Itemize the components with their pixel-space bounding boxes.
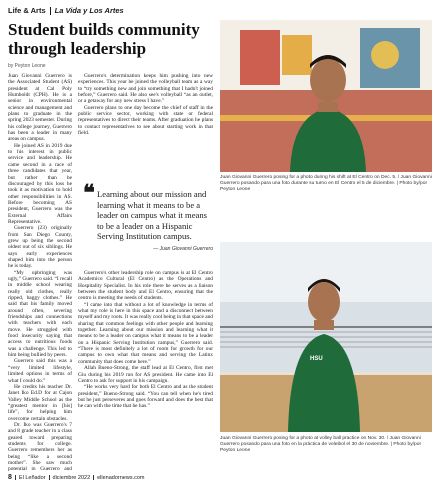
issue-date: diciembre 2022 xyxy=(52,474,91,480)
pull-quote xyxy=(83,180,213,252)
section-header xyxy=(8,6,432,15)
paragraph: Guerrero plans to one day become the chief of staff in the public service sector, working with state or federal representatives to direct their teams. After graduation he plans to contact representatives to see about starting work in that field. xyxy=(78,104,213,137)
paper-name: El Leñador xyxy=(18,474,46,480)
photo-el-centro xyxy=(220,20,432,172)
pull-quote-text: Learning about our mission and learning what it means to be a leader on campus what it means to be a leader on a Hispanic Serving Institution campus. xyxy=(97,189,208,242)
article-column-2-bottom xyxy=(78,270,213,471)
paragraph: He credits his teacher Dr. Janet Iko Ed.D for at Cajon Valley Middle School as the “greatest mentor in [his] life”, for helping him overcome certain obstacles. xyxy=(8,383,72,422)
paragraph: Dr. Iko was Guerrero's 7 and 8 grade teacher in a class geared toward preparing students for college. Guerrero remembers her as being “like a second mother”. She saw much potential in Guerrero and xyxy=(8,421,72,471)
paragraph: Guerrero (23) originally from San Diego County, grew up being the second oldest out of six siblings. He says early experiences shaped him into the person he is today. xyxy=(8,225,72,270)
paragraph: “My upbringing was ugly,” Guerrero said. “I recall in middle school wearing really old clothes, really ripped, baggy clothes.” He said that his family moved around often, severing friendships and connections with teachers with each move. He struggled with food insecurity saying that access to nutritious foods was a challenge. This led to him being bullied by peers. xyxy=(8,269,72,359)
paragraph: Guerrero's determination keeps him pushing into new experiences. This year he joined the volleyball team as a way to “try something new and join something that I hadn't joined before,” Guerrero said. He also see's volleyball “as an outlet, or a getaway for any new stress I have.” xyxy=(78,73,213,105)
page-footer xyxy=(8,474,432,480)
svg-text:HSU: HSU xyxy=(310,356,323,362)
article-column-2-top xyxy=(78,73,213,169)
section-divider xyxy=(50,7,51,15)
quote-mark-icon: ❝ xyxy=(83,180,95,205)
section-subtitle: La Vida y Los Artes xyxy=(54,6,124,15)
paragraph: Guerrero's other leadership role on campus is at El Centro Academico Cultural (El Centro) as the Operations and Hospitality Specialist. In his role there he serves as a liaison between the student body and El Centro, ensuring that the centro is meeting the needs of students. xyxy=(78,270,213,302)
article-column-1 xyxy=(8,73,72,471)
byline: by Peyton Leone xyxy=(8,63,46,69)
footer-divider xyxy=(15,475,16,480)
photo-volleyball xyxy=(220,242,432,432)
paragraph: “I came into that without a lot of knowledge in terms of what my role is here in this space and a disconnect between myself and my roots. It was really cool being in that space and sharing that common feelings with other people and learning together. Learning about our mission and learning what it means to be a leader on campus what it means to be a leader on a Hispanic Serving Institution campus,” Guerrero said. “There is most definitely a lot of room for growth for our campus to own what that means and serving the Latinx community that does come here.” xyxy=(78,301,213,365)
paragraph: Guerrero said this was a “very limited lifestyle, limited options in terms of what I could do.” xyxy=(8,358,72,384)
headline: Student builds community through leadership xyxy=(8,20,200,58)
footer-divider xyxy=(49,475,50,480)
paragraph: Juan Giovanni Guerrero is the Associated Student (AS) president at Cal Poly Humboldt (CPH). He is a senior in environmental science and management and plans to graduate in the spring 2023 semester. During his college journey, Guerrero has been a leader in many areas on campus. xyxy=(8,73,72,143)
page-number: 8 xyxy=(8,474,12,480)
photo-caption: Juan Giovanni Guerrero posing for a photo at volley ball practice on Nov. 30. / Juan Giovanni Guerrero posando para una foto en la práctica de voleibol el 30 de noviembre. | Photo by/por Peyton Leone xyxy=(220,436,422,453)
photo-caption: Juan Giovanni Guerrero posing for a photo during his shift at El Centro on Dec. 5. / Juan Giovanni Guerrero posando para una foto durante su turno en El Centro el 5 de diciembre. | Photo by/por Peyton Leone xyxy=(220,175,432,192)
pull-quote-attribution: — Juan Giovanni Guerrero xyxy=(153,245,213,252)
footer-divider xyxy=(93,475,94,480)
photo-el-centro-image xyxy=(220,20,432,172)
section-name: Life & Arts xyxy=(8,6,46,15)
paragraph: “He works very hard for both El Centro and as the student president,” Bueno-Strong said. “You can tell when he's tired but he just perseveres and goes forward and does the best that he can with the time that he has.” xyxy=(78,384,213,410)
paragraph: Allah Bueno-Strong, the staff lead at El Centro, first met Giu during his 2019 run for AS president. He came into El Centro to ask for support in his campaign. xyxy=(78,365,213,384)
website-link[interactable]: ellenadornews.com xyxy=(97,474,145,480)
paragraph: He joined AS in 2019 due to his interest in public service and leadership. He came second in a race of three candidates that year, but rather than be discouraged by this loss he took it as motivation to hold other responsibilities in AS. Before becoming AS president, Guerrero was the External Affairs Representative. xyxy=(8,142,72,225)
photo-volleyball-image xyxy=(220,242,432,432)
